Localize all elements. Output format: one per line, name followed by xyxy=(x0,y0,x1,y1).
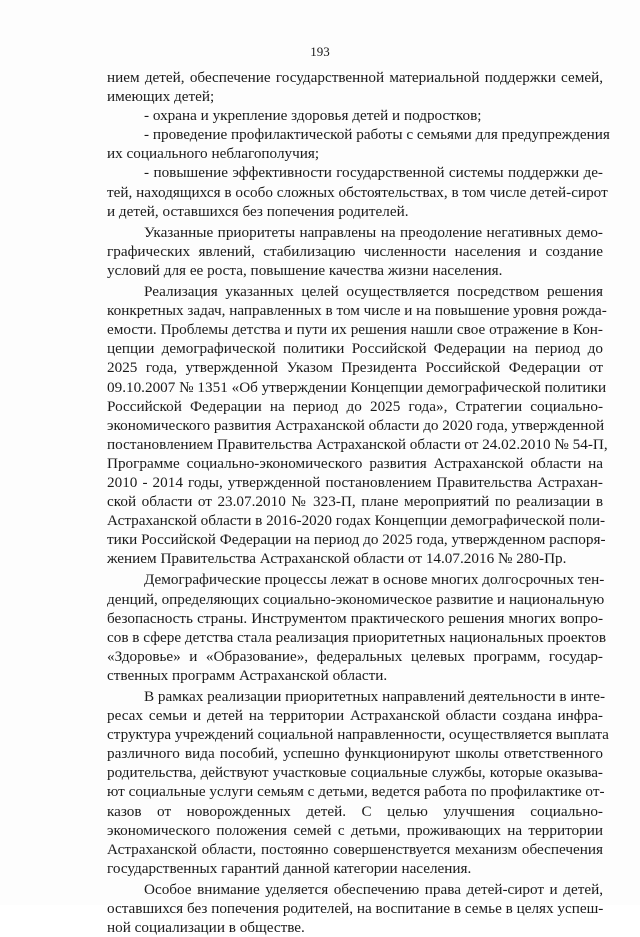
text-line: Реализация указанных целей осуществляется посредством решения xyxy=(144,283,603,301)
text-line: конкретных задач, направленных в том числе и на повышение уровня рожда- xyxy=(107,302,607,320)
paragraph xyxy=(107,282,608,568)
text-line: Демографические процессы лежат в основе многих долгосрочных тен- xyxy=(144,571,605,589)
text-line: жением Правительства Астраханской области от 14.07.2016 № 280-Пр. xyxy=(107,550,567,568)
text-line: условий для ее роста, повышение качества жизни населения. xyxy=(107,261,503,279)
text-line: ской области от 23.07.2010 № 323-П, плане мероприятий по реализации в xyxy=(107,493,603,511)
text-line: родительства, действуют участковые социальные службы, которые оказыва- xyxy=(107,764,603,782)
text-line: их социального неблагополучия; xyxy=(107,145,320,163)
text-line: ресах семьи и детей на территории Астраханской области создана инфра- xyxy=(107,707,603,725)
text-line: экономического положения семей с детьми, проживающих на территории xyxy=(107,821,603,839)
text-line: ют социальные услуги семьям с детьми, ведется работа по профилактике от- xyxy=(107,783,605,801)
paragraph xyxy=(107,880,603,937)
text-line: В рамках реализации приоритетных направлений деятельности в инте- xyxy=(144,688,606,705)
text-line: Астраханской области в 2016-2020 годах Концепции демографической поли- xyxy=(107,512,606,530)
text-line: нием детей, обеспечение государственной материальной поддержки семей, xyxy=(107,69,603,86)
text-line: имеющих детей; xyxy=(107,88,215,106)
text-line: и детей, оставшихся без попечения родителей. xyxy=(107,202,409,220)
text-line: - повышение эффективности государственной системы поддержки де- xyxy=(144,164,603,182)
text-line: - проведение профилактической работы с семьями для предупреждения xyxy=(144,126,610,144)
text-line: 2010 - 2014 годы, утвержденной постановлением Правительства Астрахан- xyxy=(107,473,603,491)
text-line: Указанные приоритеты направлены на преодоление негативных демо- xyxy=(144,223,603,241)
text-line: ной социализации в обществе. xyxy=(107,919,305,937)
text-line: казов от новорожденных детей. С целью улучшения социально- xyxy=(107,802,603,820)
paragraph xyxy=(107,223,603,280)
list-item xyxy=(107,163,608,220)
text-line: 2025 года, утвержденной Указом Президента Российской Федерации от xyxy=(107,359,603,377)
paragraph xyxy=(107,687,609,878)
text-line: «Здоровье» и «Образование», федеральных целевых программ, государ- xyxy=(107,647,603,665)
text-line: Программе социально-экономического развития Астраханской области на xyxy=(107,454,603,472)
text-line: оставшихся без попечения родителей, на воспитание в семье в целях успеш- xyxy=(107,900,604,918)
text-line: цепции демографической политики Российской Федерации на период до xyxy=(107,340,603,358)
text-line: различного вида пособий, успешно функционируют школы ответственного xyxy=(107,745,603,763)
text-line: экономического развития Астраханской области до 2020 года, утвержденной xyxy=(107,416,605,434)
text-line: - охрана и укрепление здоровья детей и подростков; xyxy=(144,107,482,125)
text-line: графических явлений, стабилизацию численности населения и создание xyxy=(107,242,603,260)
text-line: сов в сфере детства стала реализация приоритетных национальных проектов xyxy=(107,628,606,646)
text-line: безопасность страны. Инструментом практического решения многих вопро- xyxy=(107,609,603,627)
paragraph xyxy=(107,570,606,685)
text-line: ственных программ Астраханской области. xyxy=(107,666,388,684)
text-line: 09.10.2007 № 1351 «Об утверждении Концепции демографической политики xyxy=(107,378,607,396)
text-line: денций, определяющих социально-экономическое развитие и национальную xyxy=(107,590,605,608)
text-line: структура учреждений социальной направленности, осуществляется выплата xyxy=(107,726,609,744)
list-item xyxy=(107,106,603,125)
text-line: тики Российской Федерации на период до 2025 года, утвержденном распоря- xyxy=(107,531,606,549)
list-item xyxy=(107,125,610,163)
text-line: Российской Федерации на период до 2025 года», Стратегии социально- xyxy=(107,397,603,415)
text-line: постановлением Правительства Астраханской области от 24.02.2010 № 54-П, xyxy=(107,435,608,453)
text-line: Особое внимание уделяется обеспечению права детей-сирот и детей, xyxy=(144,880,603,898)
paragraph xyxy=(107,68,603,106)
body-text xyxy=(107,68,610,937)
text-line: тей, находящихся в особо сложных обстоятельствах, в том числе детей-сирот xyxy=(107,183,608,201)
text-line: емости. Проблемы детства и пути их решения нашли свое отражение в Кон- xyxy=(107,321,603,339)
text-line: государственных гарантий данной категории населения. xyxy=(107,859,472,877)
text-line: Астраханской области, постоянно совершенствуется механизм обеспечения xyxy=(107,840,603,858)
page-number: 193 xyxy=(310,44,330,59)
